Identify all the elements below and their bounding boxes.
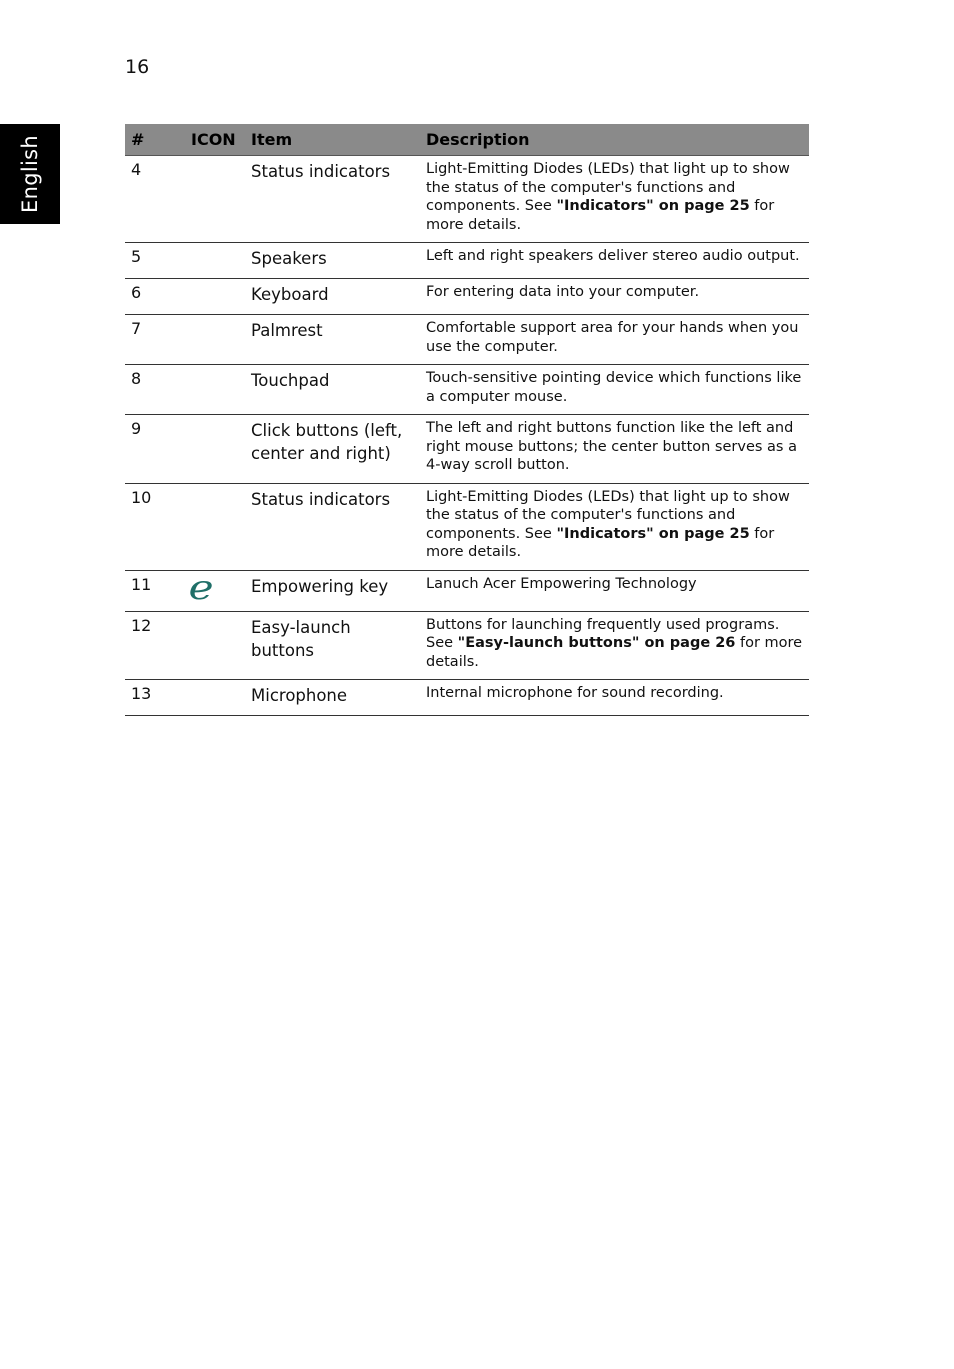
table-row (125, 611, 809, 680)
table-row (125, 365, 809, 415)
row-number: 13 (125, 680, 185, 716)
row-number: 5 (125, 243, 185, 279)
table-row (125, 243, 809, 279)
table-header-row (125, 124, 809, 156)
row-number: 8 (125, 365, 185, 415)
row-number: 4 (125, 156, 185, 243)
row-icon-cell (185, 483, 245, 570)
row-item: Click buttons (left, center and right) (245, 415, 420, 484)
description-text: For entering data into your computer. (426, 284, 700, 300)
description-text: Lanuch Acer Empowering Technology (426, 575, 697, 592)
row-item: Empowering key (245, 570, 420, 611)
row-description (420, 483, 809, 570)
row-item: Status indicators (245, 156, 420, 243)
description-text: Light-Emitting Diodes (LEDs) that light up to show the status of the computer's functions and components. See (426, 161, 790, 214)
page-number: 16 (125, 56, 150, 78)
empowering-e-icon: e (188, 567, 214, 608)
table-row (125, 570, 809, 611)
row-number: 9 (125, 415, 185, 484)
cross-reference-link[interactable]: "Easy-launch buttons" on page 26 (457, 635, 736, 651)
side-tab-label: English (18, 135, 42, 213)
description-text: The left and right buttons function like the left and right mouse buttons; the center button serves as a 4-way scroll button. (426, 420, 797, 473)
header-description: Description (420, 124, 809, 156)
row-icon-cell (185, 680, 245, 716)
description-text: Light-Emitting Diodes (LEDs) that light up to show the status of the computer's functions and components. See (426, 488, 790, 542)
row-description (420, 156, 809, 243)
description-text-tail: for more details. (426, 635, 803, 670)
row-icon-cell (185, 156, 245, 243)
table-row (125, 156, 809, 243)
row-icon-cell (185, 567, 245, 611)
table-row (125, 680, 809, 716)
row-icon-cell (185, 611, 245, 680)
row-description (420, 570, 809, 611)
row-description (420, 279, 809, 315)
header-num: # (125, 124, 185, 156)
row-item: Status indicators (245, 483, 420, 570)
row-description (420, 680, 809, 716)
row-number: 12 (125, 611, 185, 680)
description-text: Buttons for launching frequently used programs. See (426, 616, 780, 651)
row-item: Palmrest (245, 315, 420, 365)
row-icon-cell (185, 243, 245, 279)
row-icon-cell (185, 315, 245, 365)
row-icon-cell (185, 279, 245, 315)
header-icon: ICON (185, 124, 245, 156)
description-text-tail: for more details. (426, 525, 775, 560)
row-item: Touchpad (245, 365, 420, 415)
row-description (420, 315, 809, 365)
description-text: Touch-sensitive pointing device which functions like a computer mouse. (426, 370, 802, 405)
table-row (125, 415, 809, 484)
row-icon-cell (185, 415, 245, 484)
row-number: 11 (125, 570, 185, 611)
table-row (125, 279, 809, 315)
description-text: Comfortable support area for your hands when you use the computer. (426, 320, 799, 355)
cross-reference-link[interactable]: "Indicators" on page 25 (556, 198, 750, 214)
table-row (125, 483, 809, 570)
row-description (420, 365, 809, 415)
row-description (420, 611, 809, 680)
header-item: Item (245, 124, 420, 156)
row-item: Easy-launch buttons (245, 611, 420, 680)
row-number: 7 (125, 315, 185, 365)
side-tab-language (0, 124, 60, 224)
description-text-tail: for more details. (426, 198, 775, 233)
row-number: 6 (125, 279, 185, 315)
row-item: Speakers (245, 243, 420, 279)
row-item: Microphone (245, 680, 420, 716)
row-description (420, 243, 809, 279)
row-number: 10 (125, 483, 185, 570)
row-item: Keyboard (245, 279, 420, 315)
cross-reference-link[interactable]: "Indicators" on page 25 (556, 525, 750, 542)
description-text: Internal microphone for sound recording. (426, 685, 724, 701)
table-row (125, 315, 809, 365)
row-icon-cell (185, 365, 245, 415)
description-text: Left and right speakers deliver stereo audio output. (426, 248, 800, 264)
components-table (125, 124, 809, 716)
row-description (420, 415, 809, 484)
